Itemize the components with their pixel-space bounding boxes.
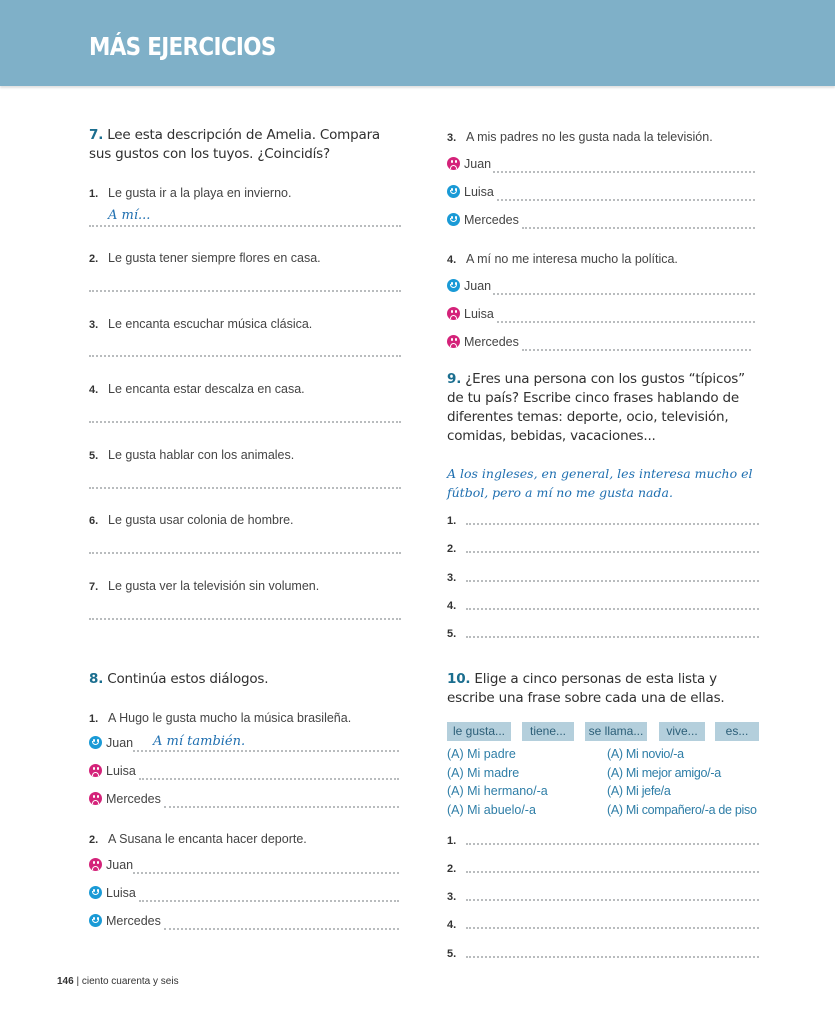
answer-line[interactable] xyxy=(466,927,759,929)
chip-le-gusta: le gusta... xyxy=(447,722,511,741)
answer-line[interactable] xyxy=(493,293,755,295)
people-list-right xyxy=(607,745,757,819)
item-number: 6. xyxy=(89,515,99,527)
line-number: 3. xyxy=(447,572,457,584)
chip-se-llama: se llama... xyxy=(585,722,647,741)
answer-line[interactable] xyxy=(466,843,759,845)
happy-face-icon xyxy=(447,213,460,226)
exercise-7-instruction xyxy=(89,126,404,164)
ex7-answer-line-2[interactable] xyxy=(89,290,401,292)
person-name: Luisa xyxy=(106,764,136,778)
ex8-d2-row-luisa xyxy=(89,886,401,906)
sad-face-icon xyxy=(447,157,460,170)
ex10-line-3 xyxy=(447,889,759,903)
header-banner xyxy=(0,0,835,86)
answer-line[interactable] xyxy=(164,928,399,930)
ex8-d4-row-luisa xyxy=(447,307,757,327)
ex9-line-4 xyxy=(447,598,759,612)
item-text: A mí no me interesa mucho la política. xyxy=(466,252,678,266)
person-name: Juan xyxy=(106,736,134,750)
line-number: 2. xyxy=(447,543,457,555)
ex10-line-5 xyxy=(447,946,759,960)
ex8-d2-row-mercedes xyxy=(89,914,401,934)
line-number: 1. xyxy=(447,835,457,847)
ex7-answer-line-4[interactable] xyxy=(89,421,401,423)
ex8-d1-row-mercedes xyxy=(89,792,401,812)
answer-line[interactable] xyxy=(497,321,755,323)
person-name: Luisa xyxy=(464,185,494,199)
answer-line[interactable] xyxy=(133,872,399,874)
happy-face-icon xyxy=(89,886,102,899)
chip-es: es... xyxy=(715,722,759,741)
ex7-item-4 xyxy=(89,382,305,396)
exercise-9-text: ¿Eres una persona con los gustos “típicos” de tu país? Escribe cinco frases hablando de diferentes temas: deporte, ocio, televisión, comidas, bebidas, vacaciones... xyxy=(447,371,745,444)
answer-line[interactable] xyxy=(466,523,759,525)
ex10-line-4 xyxy=(447,917,759,931)
ex9-line-5 xyxy=(447,626,759,640)
line-number: 5. xyxy=(447,948,457,960)
person-name: Luisa xyxy=(464,307,494,321)
ex9-line-1 xyxy=(447,513,759,527)
ex7-answer-line-6[interactable] xyxy=(89,552,401,554)
item-text: Le gusta usar colonia de hombre. xyxy=(108,513,294,527)
exercise-8-number: 8. xyxy=(89,671,104,687)
ex8-d4-row-juan xyxy=(447,279,757,299)
answer-line[interactable] xyxy=(466,608,759,610)
answer-line[interactable] xyxy=(466,871,759,873)
item-number: 4. xyxy=(447,254,457,266)
ex7-item-2 xyxy=(89,251,321,265)
ex7-item-3 xyxy=(89,317,312,331)
item-number: 1. xyxy=(89,713,99,725)
ex9-line-3 xyxy=(447,570,759,584)
page-title: MÁS EJERCICIOS xyxy=(89,32,276,61)
happy-face-icon xyxy=(447,185,460,198)
ex7-item-1 xyxy=(89,186,401,200)
ex7-item-7 xyxy=(89,579,319,593)
ex7-item-6 xyxy=(89,513,294,527)
ex7-answer-1: A mí... xyxy=(108,208,151,223)
sad-face-icon xyxy=(89,764,102,777)
answer-line[interactable] xyxy=(133,750,399,752)
sad-face-icon xyxy=(447,335,460,348)
line-number: 3. xyxy=(447,891,457,903)
ex7-item-5 xyxy=(89,448,294,462)
exercise-8-instruction xyxy=(89,670,401,689)
page-footer: 146 | ciento cuarenta y seis xyxy=(57,976,179,987)
item-number: 5. xyxy=(89,450,99,462)
person-name: Juan xyxy=(106,858,134,872)
happy-face-icon xyxy=(447,279,460,292)
list-item: (A) Mi madre xyxy=(447,765,520,780)
exercise-9-instruction xyxy=(447,370,747,446)
list-item: (A) Mi jefe/a xyxy=(607,784,671,798)
sad-face-icon xyxy=(89,792,102,805)
line-number: 1. xyxy=(447,515,457,527)
answer-line[interactable] xyxy=(466,580,759,582)
list-item: (A) Mi novio/-a xyxy=(607,747,684,761)
ex8-dialog-2 xyxy=(89,832,307,846)
chip-tiene: tiene... xyxy=(522,722,574,741)
answer-line[interactable] xyxy=(466,956,759,958)
ex8-d2-row-juan xyxy=(89,858,401,878)
item-text: A Susana le encanta hacer deporte. xyxy=(108,832,307,846)
item-text: A Hugo le gusta mucho la música brasileña. xyxy=(108,711,352,725)
person-name: Mercedes xyxy=(106,792,161,806)
people-list-left xyxy=(447,745,548,819)
ex8-answer-1: A mí también. xyxy=(153,734,246,749)
item-number: 1. xyxy=(89,188,99,200)
answer-line[interactable] xyxy=(497,199,755,201)
ex7-answer-line-1[interactable] xyxy=(89,225,401,227)
page-number: 146 xyxy=(57,976,74,987)
item-text: Le gusta ver la televisión sin volumen. xyxy=(108,579,320,593)
ex10-line-1 xyxy=(447,833,759,847)
answer-line[interactable] xyxy=(522,349,751,351)
person-name: Mercedes xyxy=(464,213,519,227)
line-number: 5. xyxy=(447,628,457,640)
item-text: Le gusta hablar con los animales. xyxy=(108,448,295,462)
answer-line[interactable] xyxy=(139,778,399,780)
happy-face-icon xyxy=(89,914,102,927)
sad-face-icon xyxy=(447,307,460,320)
answer-line[interactable] xyxy=(522,227,755,229)
exercise-7-number: 7. xyxy=(89,127,104,143)
item-text: A mis padres no les gusta nada la televisión. xyxy=(466,130,713,144)
ex8-dialog-4 xyxy=(447,252,678,266)
item-number: 2. xyxy=(89,834,99,846)
line-number: 4. xyxy=(447,919,457,931)
exercise-10-number: 10. xyxy=(447,671,471,687)
person-name: Mercedes xyxy=(464,335,519,349)
answer-line[interactable] xyxy=(493,171,755,173)
sad-face-icon xyxy=(89,858,102,871)
list-item: (A) Mi abuelo/-a xyxy=(447,802,536,817)
list-item: (A) Mi mejor amigo/-a xyxy=(607,765,721,780)
answer-line[interactable] xyxy=(139,900,399,902)
item-text: Le encanta escuchar música clásica. xyxy=(108,317,313,331)
person-name: Luisa xyxy=(106,886,136,900)
list-item: (A) Mi hermano/-a xyxy=(447,784,548,798)
list-item: (A) Mi padre xyxy=(447,747,516,761)
exercise-7-text: Lee esta descripción de Amelia. Compara sus gustos con los tuyos. ¿Coincidís? xyxy=(89,127,380,162)
ex9-example-answer: A los ingleses, en general, les interesa mucho el fútbol, pero a mí no me gusta nada. xyxy=(447,466,753,500)
ex7-answer-line-3[interactable] xyxy=(89,355,401,357)
exercise-8-text: Continúa estos diálogos. xyxy=(107,671,269,687)
ex8-d3-row-juan xyxy=(447,157,757,177)
verb-chips xyxy=(447,722,759,741)
ex8-d4-row-mercedes xyxy=(447,335,753,355)
line-number: 2. xyxy=(447,863,457,875)
person-name: Mercedes xyxy=(106,914,161,928)
exercise-10-instruction xyxy=(447,670,762,708)
item-text: Le encanta estar descalza en casa. xyxy=(108,382,305,396)
ex7-answer-line-7[interactable] xyxy=(89,618,401,620)
ex9-line-2 xyxy=(447,541,759,555)
ex8-d3-row-luisa xyxy=(447,185,757,205)
answer-line[interactable] xyxy=(164,806,399,808)
item-number: 3. xyxy=(447,132,457,144)
exercise-10-text: Elige a cinco personas de esta lista y escribe una frase sobre cada una de ellas. xyxy=(447,671,725,706)
item-text: Le gusta tener siempre flores en casa. xyxy=(108,251,321,265)
ex8-d1-row-juan xyxy=(89,736,401,756)
person-name: Juan xyxy=(464,157,492,171)
ex8-dialog-3 xyxy=(447,130,713,144)
ex8-dialog-1 xyxy=(89,711,351,725)
answer-line[interactable] xyxy=(466,899,759,901)
item-number: 2. xyxy=(89,253,99,265)
ex7-answer-line-5[interactable] xyxy=(89,487,401,489)
item-number: 3. xyxy=(89,319,99,331)
answer-line[interactable] xyxy=(466,551,759,553)
ex8-d3-row-mercedes xyxy=(447,213,757,233)
happy-face-icon xyxy=(89,736,102,749)
ex8-d1-row-luisa xyxy=(89,764,401,784)
chip-vive: vive... xyxy=(659,722,705,741)
line-number: 4. xyxy=(447,600,457,612)
list-item: (A) Mi compañero/-a de piso xyxy=(607,802,757,817)
item-number: 7. xyxy=(89,581,99,593)
ex10-line-2 xyxy=(447,861,759,875)
item-text: Le gusta ir a la playa en invierno. xyxy=(108,186,292,200)
answer-line[interactable] xyxy=(466,636,759,638)
page-number-words: ciento cuarenta y seis xyxy=(81,976,179,987)
exercise-9-number: 9. xyxy=(447,371,462,387)
person-name: Juan xyxy=(464,279,492,293)
item-number: 4. xyxy=(89,384,99,396)
